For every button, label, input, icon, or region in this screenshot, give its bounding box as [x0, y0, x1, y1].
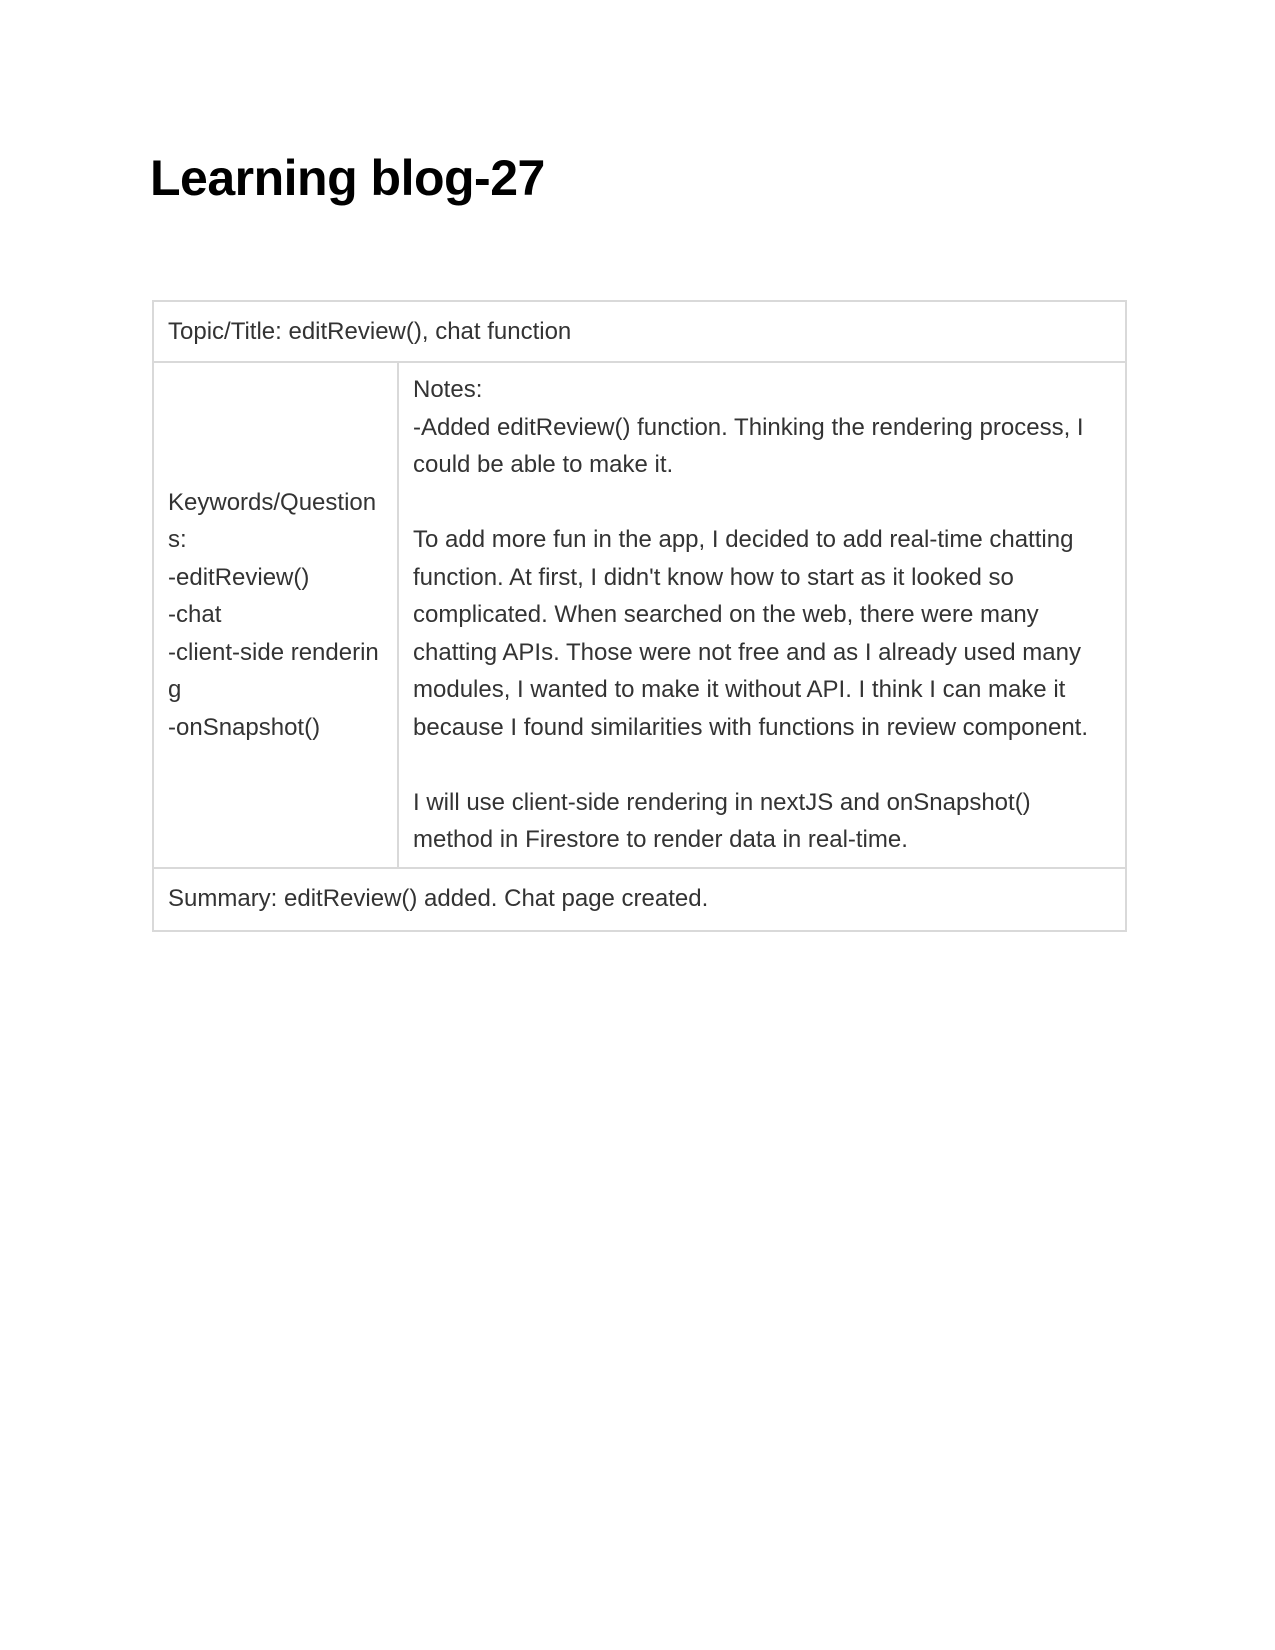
- notes-cell: [398, 362, 1126, 868]
- content-row: [153, 362, 1126, 868]
- topic-text: Topic/Title: editReview(), chat function: [168, 317, 572, 345]
- topic-cell: [153, 301, 1126, 362]
- keyword-item: -onSnapshot(): [168, 713, 321, 741]
- keyword-item: -chat: [168, 601, 222, 628]
- paragraph-spacer: [413, 746, 1111, 784]
- keywords-heading: Keywords/Questions:: [168, 488, 377, 553]
- notes-paragraph: To add more fun in the app, I decided to add real-time chatting function. At first, I didn't know how to start as it looked so complicated. When searched on the web, there were many chatting APIs. Those were not free and as I already used many modules, I wanted to make it without API. I think I can make it because I found similarities with functions in review component.: [413, 526, 1088, 741]
- keyword-item: -editReview(): [168, 563, 310, 591]
- cornell-notes-table: [152, 300, 1127, 932]
- topic-row: [153, 301, 1126, 362]
- notes-paragraph: I will use client-side rendering in nextJS and onSnapshot() method in Firestore to render data in real-time.: [413, 788, 1038, 853]
- keyword-item: -client-side rendering: [168, 638, 379, 703]
- summary-row: [153, 868, 1126, 931]
- notes-paragraph: -Added editReview() function. Thinking the rendering process, I could be able to make it.: [413, 413, 1091, 478]
- summary-cell: [153, 868, 1126, 931]
- keywords-cell: [153, 362, 398, 868]
- page-title: Learning blog-27: [150, 150, 545, 206]
- notes-heading: Notes:: [413, 376, 483, 403]
- paragraph-spacer: [413, 484, 1111, 522]
- summary-text: Summary: editReview() added. Chat page created.: [168, 885, 709, 913]
